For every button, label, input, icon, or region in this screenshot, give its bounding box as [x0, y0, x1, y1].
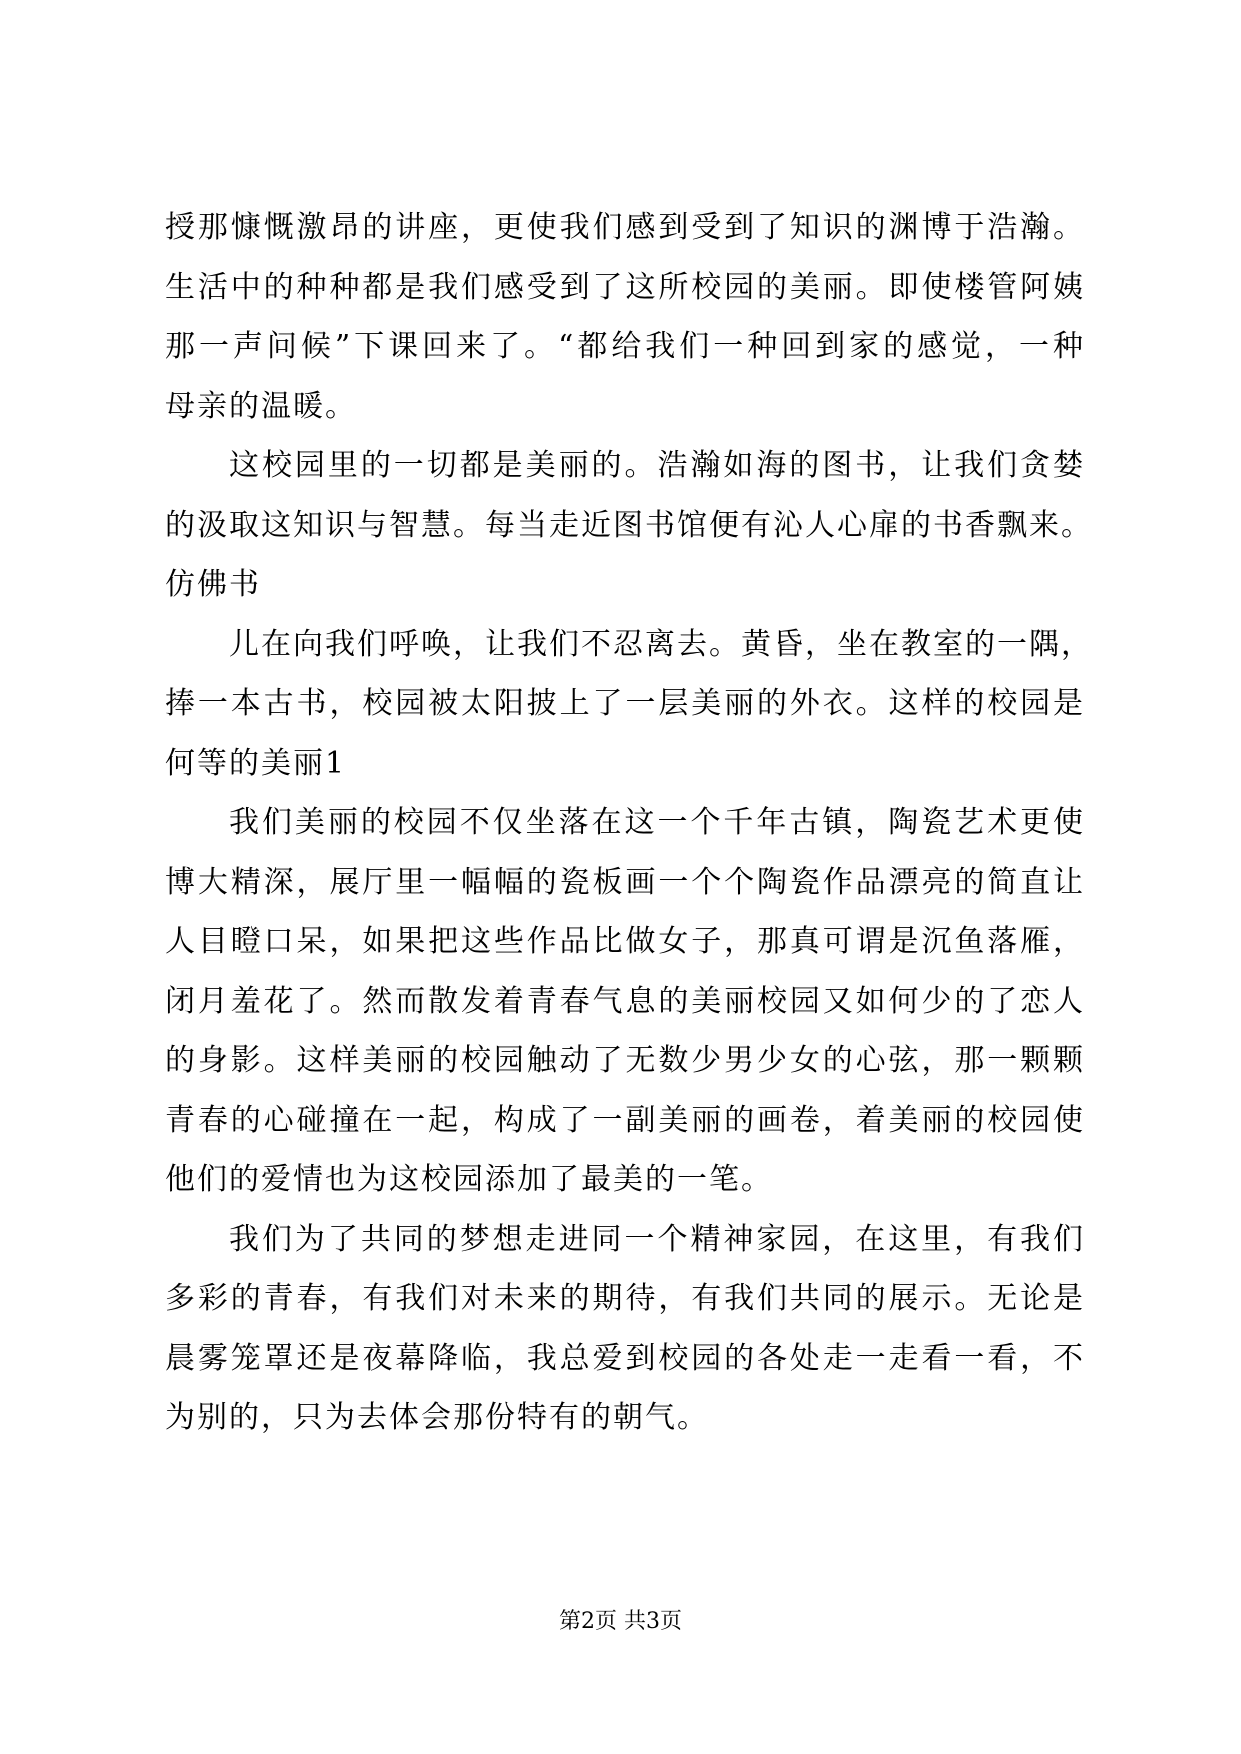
paragraph: [165, 793, 1085, 1210]
paragraph: [165, 615, 1093, 794]
text-line: 授那慷慨激昂的讲座，更使我们感到受到了知识的渊博于浩瀚。: [165, 210, 1085, 245]
text-line: 何等的美丽1: [165, 745, 347, 781]
text-line: 我们美丽的校园不仅坐落在这一个千年古镇，陶瓷艺术更使: [229, 805, 1085, 840]
text-line: 的身影。这样美丽的校园触动了无数少男少女的心弦，那一颗颗: [165, 1043, 1085, 1078]
text-line: 那一声问候”下课回来了。“都给我们一种回到家的感觉，一种: [165, 329, 1085, 364]
text-line: 晨雾笼罩还是夜幕降临，我总爱到校园的各处走一走看一看，不: [165, 1340, 1085, 1376]
text-line: 他们的爱情也为这校园添加了最美的一笔。: [165, 1162, 773, 1197]
text-line: 青春的心碰撞在一起，构成了一副美丽的画卷，着美丽的校园使: [165, 1102, 1085, 1138]
text-line: 的汲取这知识与智慧。每当走近图书馆便有沁人心扉的书香飘来。: [165, 507, 1093, 543]
text-line: 儿在向我们呼唤，让我们不忍离去。黄昏，坐在教室的一隅，: [229, 626, 1093, 662]
text-line: 母亲的温暖。: [165, 388, 357, 424]
text-line: 人目瞪口呆，如果把这些作品比做女子，那真可谓是沉鱼落雁，: [165, 924, 1085, 959]
paragraph: [165, 198, 1085, 436]
paragraph: [165, 1210, 1085, 1448]
paragraph: [165, 436, 1093, 615]
page-footer: 第2页 共3页: [559, 1609, 682, 1634]
text-line: 多彩的青春，有我们对未来的期待，有我们共同的展示。无论是: [165, 1281, 1085, 1316]
text-line: 我们为了共同的梦想走进同一个精神家园，在这里，有我们: [229, 1221, 1085, 1257]
body-text: [165, 198, 1093, 1448]
text-line: 博大精深，展厅里一幅幅的瓷板画一个个陶瓷作品漂亮的简直让: [165, 864, 1085, 900]
text-line: 仿佛书: [165, 567, 261, 602]
text-line: 闭月羞花了。然而散发着青春气息的美丽校园又如何少的了恋人: [165, 983, 1085, 1019]
text-line: 捧一本古书，校园被太阳披上了一层美丽的外衣。这样的校园是: [165, 686, 1085, 721]
text-line: 生活中的种种都是我们感受到了这所校园的美丽。即使楼管阿姨: [165, 269, 1085, 305]
text-line: 这校园里的一切都是美丽的。浩瀚如海的图书，让我们贪婪: [229, 448, 1085, 483]
text-line: 为别的，只为去体会那份特有的朝气。: [165, 1400, 709, 1435]
